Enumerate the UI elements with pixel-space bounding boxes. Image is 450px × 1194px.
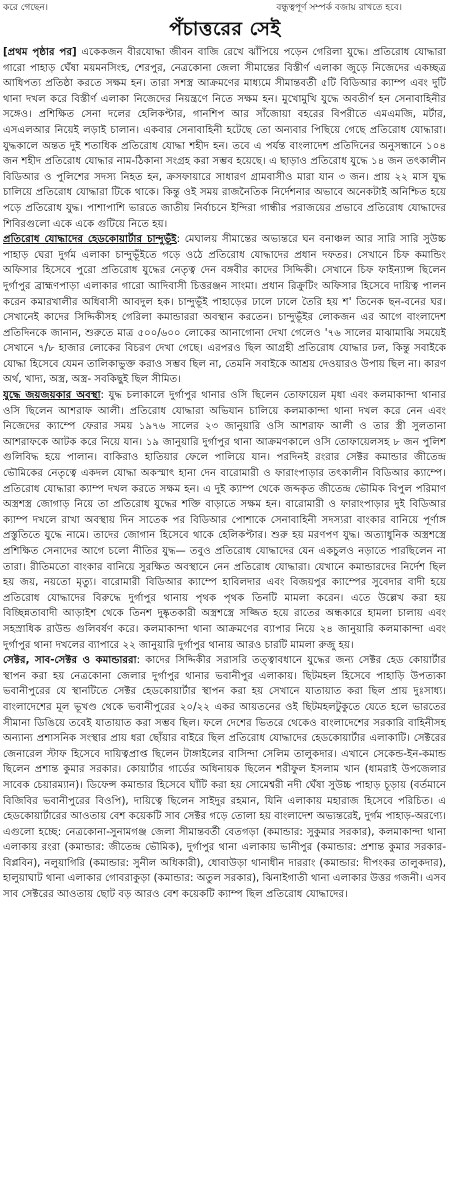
paragraph-4 bbox=[3, 653, 446, 903]
paragraph-2-lead: প্রতিরোধ যোদ্ধাদের হেডকোয়ার্টার চান্দুভূঁই bbox=[3, 234, 177, 246]
paragraph-2-text: : মেঘালয় সীমান্তের অভ্যন্তরে ঘন বনাঞ্চল আর সারি সারি সুউচ্চ পাহাড় ঘেরা দুর্গম এলাকা চান্দুভূঁইতে গড়ে ওঠে প্রতিরোধ যোদ্ধাদের প্রধান দফতর। সেখানে চিফ কমান্ডিং অফিসার হিসেবে পুরো প্রতিরোধ যুদ্ধের নেতৃত্ব দেন বঙ্গবীর কাদের সিদ্দিকী। সেখানে চিফ ফাইন্যান্স ছিলেন দুর্গাপুর ব্রাহ্মণপাড়া এলাকার গারো আদিবাসী চিত্তরঞ্জন সাংমা। প্রধান রিক্রুটিং অফিসার হিসেবে দায়িত্ব পালন করেন কমারখালীর অধিবাসী আবদুল হক। চান্দুভূঁই পাহাড়ের ঢালে ঢালে তৈরি হয় শ' তিনেক ছন-বনের ঘর। সেখানেই কাদের সিদ্দিকীসহ গেরিলা কমান্ডাররা অবস্থান করতেন। চান্দুভূঁইর লোকজন এর আগে বাংলাদেশ প্রতিদিনকে জানান, শুরুতে মাত্র ৫০০/৬০০ লোকের আনাগোনা দেখা গেলেও '৭৬ সালের মাঝামাঝি সময়েই সেখানে ৭/৮ হাজার লোকের বিচরণ দেখা গেছে। এরপরও ছিল আগ্রহী প্রতিরোধ যোদ্ধার ঢল, কিন্তু সবাইকে যোদ্ধা হিসেবে যেমন তালিকাভুক্ত করাও সম্ভব ছিল না, তেমনি সবাইকে আশ্রয় দেওয়ারও উপায় ছিল না। কারণ অর্থ, খাদ্য, অস্ত্র, অস্ত্র- সবকিছুই ছিল সীমিত। bbox=[3, 234, 446, 386]
paragraph-4-lead: সেক্টর, সাব-সেক্টর ও কমান্ডাররা bbox=[3, 655, 137, 667]
article-body bbox=[3, 45, 446, 1185]
paragraph-3 bbox=[3, 388, 446, 653]
paragraph-1-lead: [প্রথম পৃষ্ঠার পর] bbox=[3, 47, 77, 58]
article-headline: পঁচাত্তরের সেই bbox=[169, 18, 281, 40]
paragraph-1-text: একেকজন বীরযোদ্ধা জীবন বাজি রেখে ঝাঁপিয়ে পড়েন গেরিলা যুদ্ধে। প্রতিরোধ যোদ্ধারা গারো পাহাড় ঘেঁষা ময়মনসিংহ, শেরপুর, নেত্রকোনা জেলা সীমান্তের বিস্তীর্ণ এলাকা জুড়ে নিজেদের একচ্ছত্র আধিপত্য প্রতিষ্ঠা করতে সক্ষম হন। তারা সশস্ত্র আক্রমণের মাধ্যমে সীমান্তবর্তী ৫টি বিডিআর ক্যাম্প এবং দুটি থানা দখল করে বিস্তীর্ণ এলাকা নিজেদের নিয়ন্ত্রণে নিতে সক্ষম হন। মুখোমুখি যুদ্ধে অবতীর্ণ হন সেনাবাহিনীর সঙ্গেও। প্রশিক্ষিত সেনা দলের হেলিকপ্টার, গানশিপ আর সাঁজোয়া বহরের বিপরীতে এমএমজি, মর্টার, এসএলআর নিয়েই লড়াই চালান। একবার সেনাবাহিনী হটেছে তো অন্যবার পিছিয়ে গেছে প্রতিরোধ যোদ্ধারা। যুদ্ধকালে অন্তত দুই শতাধিক প্রতিরোধ যোদ্ধা শহীদ হন। তবে এ পর্যন্ত বাংলাদেশ প্রতিদিনের অনুসন্ধানে ১০৪ জন শহীদ প্রতিরোধ যোদ্ধার নাম-ঠিকানা সংগ্রহ করা সম্ভব হয়েছে। এ ছাড়াও প্রতিরোধ যুদ্ধে ১৪ জন তৎকালীন বিডিআর ও পুলিশের সদস্য নিহত হন, ক্রসফায়ারে সাধারণ গ্রামবাসীও মারা যান ৩ জন। প্রায় ২২ মাস যুদ্ধ চালিয়ে প্রতিরোধ যোদ্ধারা টিকে থাকে। কিন্তু ওই সময় রাজনৈতিক নির্দেশনার অভাবে অনেকটাই অনিশ্চিত হয়ে পড়ে প্রতিরোধ যুদ্ধ। পাশাপাশি ভারতে জাতীয় নির্বাচনে ইন্দিরা গান্ধীর পরাজয়ের প্রভাবে প্রতিরোধ যোদ্ধাদের শিবিরগুলো একে একে গুটিয়ে নিতে হয়। bbox=[3, 47, 446, 230]
paragraph-3-lead: যুদ্ধে জয়জয়কার অবস্থা bbox=[3, 390, 101, 402]
previous-column-strip bbox=[0, 0, 450, 16]
paragraph-1 bbox=[3, 45, 446, 232]
paragraph-2 bbox=[3, 232, 446, 388]
paragraph-3-text: : যুদ্ধ চলাকালে দুর্গাপুর থানার ওসি ছিলেন তোফায়েল মৃধা এবং কলমাকান্দা থানার ওসি ছিলেন আশরাফ আলী। প্রতিরোধ যোদ্ধারা অভিযান চালিয়ে কলমাকান্দা থানা দখল করে নেন এবং নিজেদের ক্যাম্পে ফেরার সময় ১৯৭৬ সালের ২৩ জানুয়ারি ওসি আশরাফ আলী ও তার স্ত্রী সুলতানা আশরাফকে আটক করে নিয়ে যান। ১৯ জানুয়ারি দুর্গাপুর থানা আক্রমণকালে ওসি তোফায়েলসহ ৮ জন পুলিশ গুলিবিদ্ধ হয়ে পালান। বাকিরাও হাতিয়ার ফেলে পালিয়ে যান। পরদিনই রংরার সেক্টর কমান্ডার জীতেন্দ্র ভৌমিকের নেতৃত্বে একদল যোদ্ধা অকস্মাৎ হানা দেন বারোমারী ও ফারাংপাড়ার তৎকালীন বিডিআর ক্যাম্পে। প্রতিরোধ যোদ্ধারা ক্যাম্প দখল করতে সক্ষম হন। এ দুই ক্যাম্প থেকে জব্দকৃত জীতেন্দ্র ভৌমিক বিপুল পরিমাণ অস্ত্রশস্ত্র জোগাড় নিয়ে তা প্রতিরোধ যুদ্ধের শক্তি বাড়াতে সক্ষম হন। বারোমারী ও ফারাংপাড়ার দুই বিডিআর ক্যাম্প দখলে রাখা অবস্থায় দিন সাতেক পর বিডিআর পোশাকে সেনাবাহিনী সদস্যরা বাংকার বানিয়ে পূর্ণাঙ্গ প্রস্তুতিতে যুদ্ধে নামে। তাদের জোগান হিসেবে থাকে হেলিকপ্টার। শুরু হয় মরণপণ যুদ্ধ। অত্যাধুনিক অস্ত্রশস্ত্রে প্রশিক্ষিত সেনাদের আগে চলো নীতির যুদ্ধ— তবুও প্রতিরোধ যোদ্ধাদের যেন একচুলও নড়াতে পারছিলেন না তারা। রীতিমতো বাংকার বানিয়ে সুরক্ষিত অবস্থানে নেন প্রতিরোধ যোদ্ধারা। যেখানে কমান্ডারদের নির্দেশ ছিল হয় জয়, নয়তো মৃত্যু। বারোমারী বিডিআর ক্যাম্পে হাবিলদার এবং বিজয়পুর ক্যাম্পের সুবেদার বাদী হয়ে প্রতিরোধ যোদ্ধাদের বিরুদ্ধে দুর্গাপুর থানায় পৃথক পৃথক তিনটি মামলা করেন। এতে উল্লেখ করা হয় বিচ্ছিন্নতাবাদী আড়াইশ থেকে তিনশ দুষ্কৃতকারী অস্ত্রশস্ত্রে সজ্জিত হয়ে রাতের অন্ধকারে হামলা চালায় এবং সহস্রাধিক রাউন্ড গুলিবর্ষণ করে। কলমাকান্দা থানা আক্রমণের ব্যাপার নিয়ে ২৪ জানুয়ারি কলমাকান্দা এবং দুর্গাপুর থানা দখলের ব্যাপারে ২২ জানুয়ারি দুর্গাপুর থানায় আরও চারটি মামলা রুজু হয়। bbox=[3, 390, 446, 651]
previous-column-text-left: করে গেছেন। bbox=[3, 3, 48, 13]
previous-column-text-right: বন্ধুত্বপূর্ণ সম্পর্ক বজায় রাখতে হবে। bbox=[276, 3, 402, 13]
paragraph-4-text: : কাদের সিদ্দিকীর সরাসরি তত্ত্বাবধানে যুদ্ধের জন্য সেক্টর হেড কোয়ার্টার স্থাপন করা হয় নেত্রকোনা জেলার দুর্গাপুর থানার ভবানীপুর এলাকায়। ছিটমহল হিসেবে পাহাড়ি উপত্যকা ভবানীপুরের যে স্থানটিতে সেক্টর হেডকোয়ার্টার স্থাপন করা হয় সেখানে যাতায়াত করা ছিল প্রায় দুঃসাধ্য। বাংলাদেশের মূল ভূখণ্ড থেকে ভবানীপুরের ২০/২২ একর আয়তনের ওই ছিটমহলটুকুতে যেতে হলে ভারতের সীমানা ডিঙিয়ে তবেই যাতায়াত করা সম্ভব ছিল। ফলে দেশের ভিতরে থেকেও বাংলাদেশের সরকারি বাহিনীসহ অন্যান্য প্রশাসনিক সংস্থার প্রায় ধরা ছোঁয়ার বাইরে ছিল প্রতিরোধ যোদ্ধাদের হেডকোয়ার্টার এলাকাটি। সেক্টরের জেনারেল স্টাফ হিসেবে দায়িত্বপ্রাপ্ত ছিলেন টাঙ্গাইলের বাসিন্দা সেলিম তালুকদার। এখানে সেকেন্ড-ইন-কমান্ড ছিলেন প্রশান্ত কুমার সরকার। কোয়ার্টার গার্ডের অধিনায়ক ছিলেন শরীফুল ইসলাম খান (ধামরাই উপজেলার সাবেক চেয়ারম্যান)। ডিফেন্স কমান্ডার হিসেবে ঘাঁটি করা হয় সোমেশ্বরী নদী ঘেঁষা সুউচ্চ পাহাড় চূড়ায় (বর্তমানে বিজিবির ভবানীপুরের বিওপি), দায়িত্বে ছিলেন সাইদুর রহমান, যিনি এলাকায় মহারাজ হিসেবে পরিচিত। এ হেডকোয়ার্টারের আওতায় বেশ কয়েকটি সাব সেক্টর গড়ে তোলা হয় বাংলাদেশ অভ্যন্তরেই, দুর্গম পাহাড়-অরণ্যে। এগুলো হচ্ছে: নেত্রকোনা-সুনামগঞ্জ জেলা সীমান্তবর্তী বেতগড়া (কমান্ডার: সুকুমার সরকার), কলমাকান্দা থানা এলাকায় রংরা (কমান্ডার: জীতেন্দ্র ভৌমিক), দুর্গাপুর থানা এলাকায় ভানীপুর (কমান্ডার: প্রশান্ত কুমার সরকার-বিপ্লবিন), নলুয়াগিরি (কমান্ডার: সুনীল অধিকারী), ধোবাউড়া থানাধীন দাররাং (কমান্ডার: দীপংকর তালুকদার), হালুয়াঘাট থানা এলাকার গোবরাকুড়া (কমান্ডার: অতুল সরকার), ঝিনাইগাতী থানা এলাকার উত্তর গজনী। এসব সাব সেক্টরের আওতায় ছোট বড় আরও বেশ কয়েকটি ক্যাম্প ছিল প্রতিরোধ যোদ্ধাদের। bbox=[3, 655, 446, 901]
